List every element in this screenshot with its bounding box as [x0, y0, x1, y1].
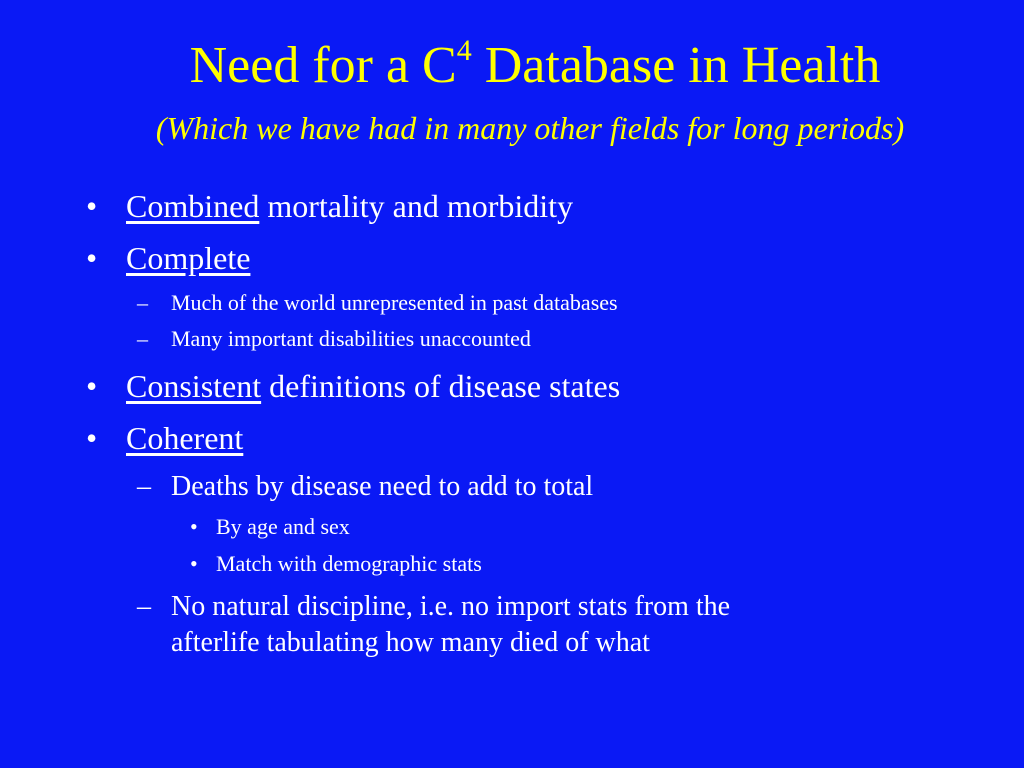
slide-title: [0, 33, 1024, 96]
bullet-text-combined: mortality and morbidity: [259, 188, 574, 224]
bullet-icon: •: [86, 420, 98, 456]
dash-icon: –: [137, 290, 148, 315]
bullet-icon: •: [86, 240, 98, 276]
dash-icon: –: [137, 326, 148, 351]
sub-sub-bullet-demographic: [190, 550, 482, 578]
bullet-keyword-consistent: Consistent: [126, 368, 262, 404]
sub-sub-bullet-text: By age and sex: [216, 514, 350, 539]
sub-bullet-text: Much of the world unrepresented in past databases: [171, 290, 618, 315]
bullet-icon: •: [86, 188, 98, 224]
sub-bullet-complete-1: [137, 289, 618, 317]
sub-sub-bullet-age-sex: [190, 513, 350, 541]
bullet-keyword-complete: Complete: [126, 240, 251, 276]
bullet-coherent: [86, 418, 244, 458]
title-text-before: Need for a C: [189, 37, 457, 94]
bullet-icon: •: [86, 368, 98, 404]
bullet-keyword-combined: Combined: [126, 188, 260, 224]
sub-bullet-text: Many important disabilities unaccounted: [171, 326, 531, 351]
bullet-icon: •: [190, 514, 198, 539]
sub-bullet-coherent-1: [137, 469, 594, 505]
sub-bullet-coherent-2: [137, 589, 731, 625]
sub-bullet-coherent-2-continuation: [171, 625, 650, 661]
title-text-after: Database in Health: [471, 37, 881, 94]
bullet-keyword-coherent: Coherent: [126, 420, 244, 456]
bullet-combined: [86, 186, 574, 226]
bullet-icon: •: [190, 551, 198, 576]
sub-sub-bullet-text: Match with demographic stats: [216, 551, 482, 576]
sub-bullet-text: No natural discipline, i.e. no import stats from the: [171, 591, 731, 622]
title-superscript: 4: [456, 33, 472, 67]
sub-bullet-text: afterlife tabulating how many died of what: [171, 627, 650, 658]
bullet-consistent: [86, 366, 621, 406]
bullet-text-consistent: definitions of disease states: [261, 368, 621, 404]
dash-icon: –: [137, 591, 151, 622]
slide-subtitle: (Which we have had in many other fields for long periods): [155, 110, 905, 146]
dash-icon: –: [137, 471, 151, 502]
sub-bullet-text: Deaths by disease need to add to total: [171, 471, 594, 502]
sub-bullet-complete-2: [137, 325, 531, 353]
bullet-complete: [86, 238, 251, 278]
